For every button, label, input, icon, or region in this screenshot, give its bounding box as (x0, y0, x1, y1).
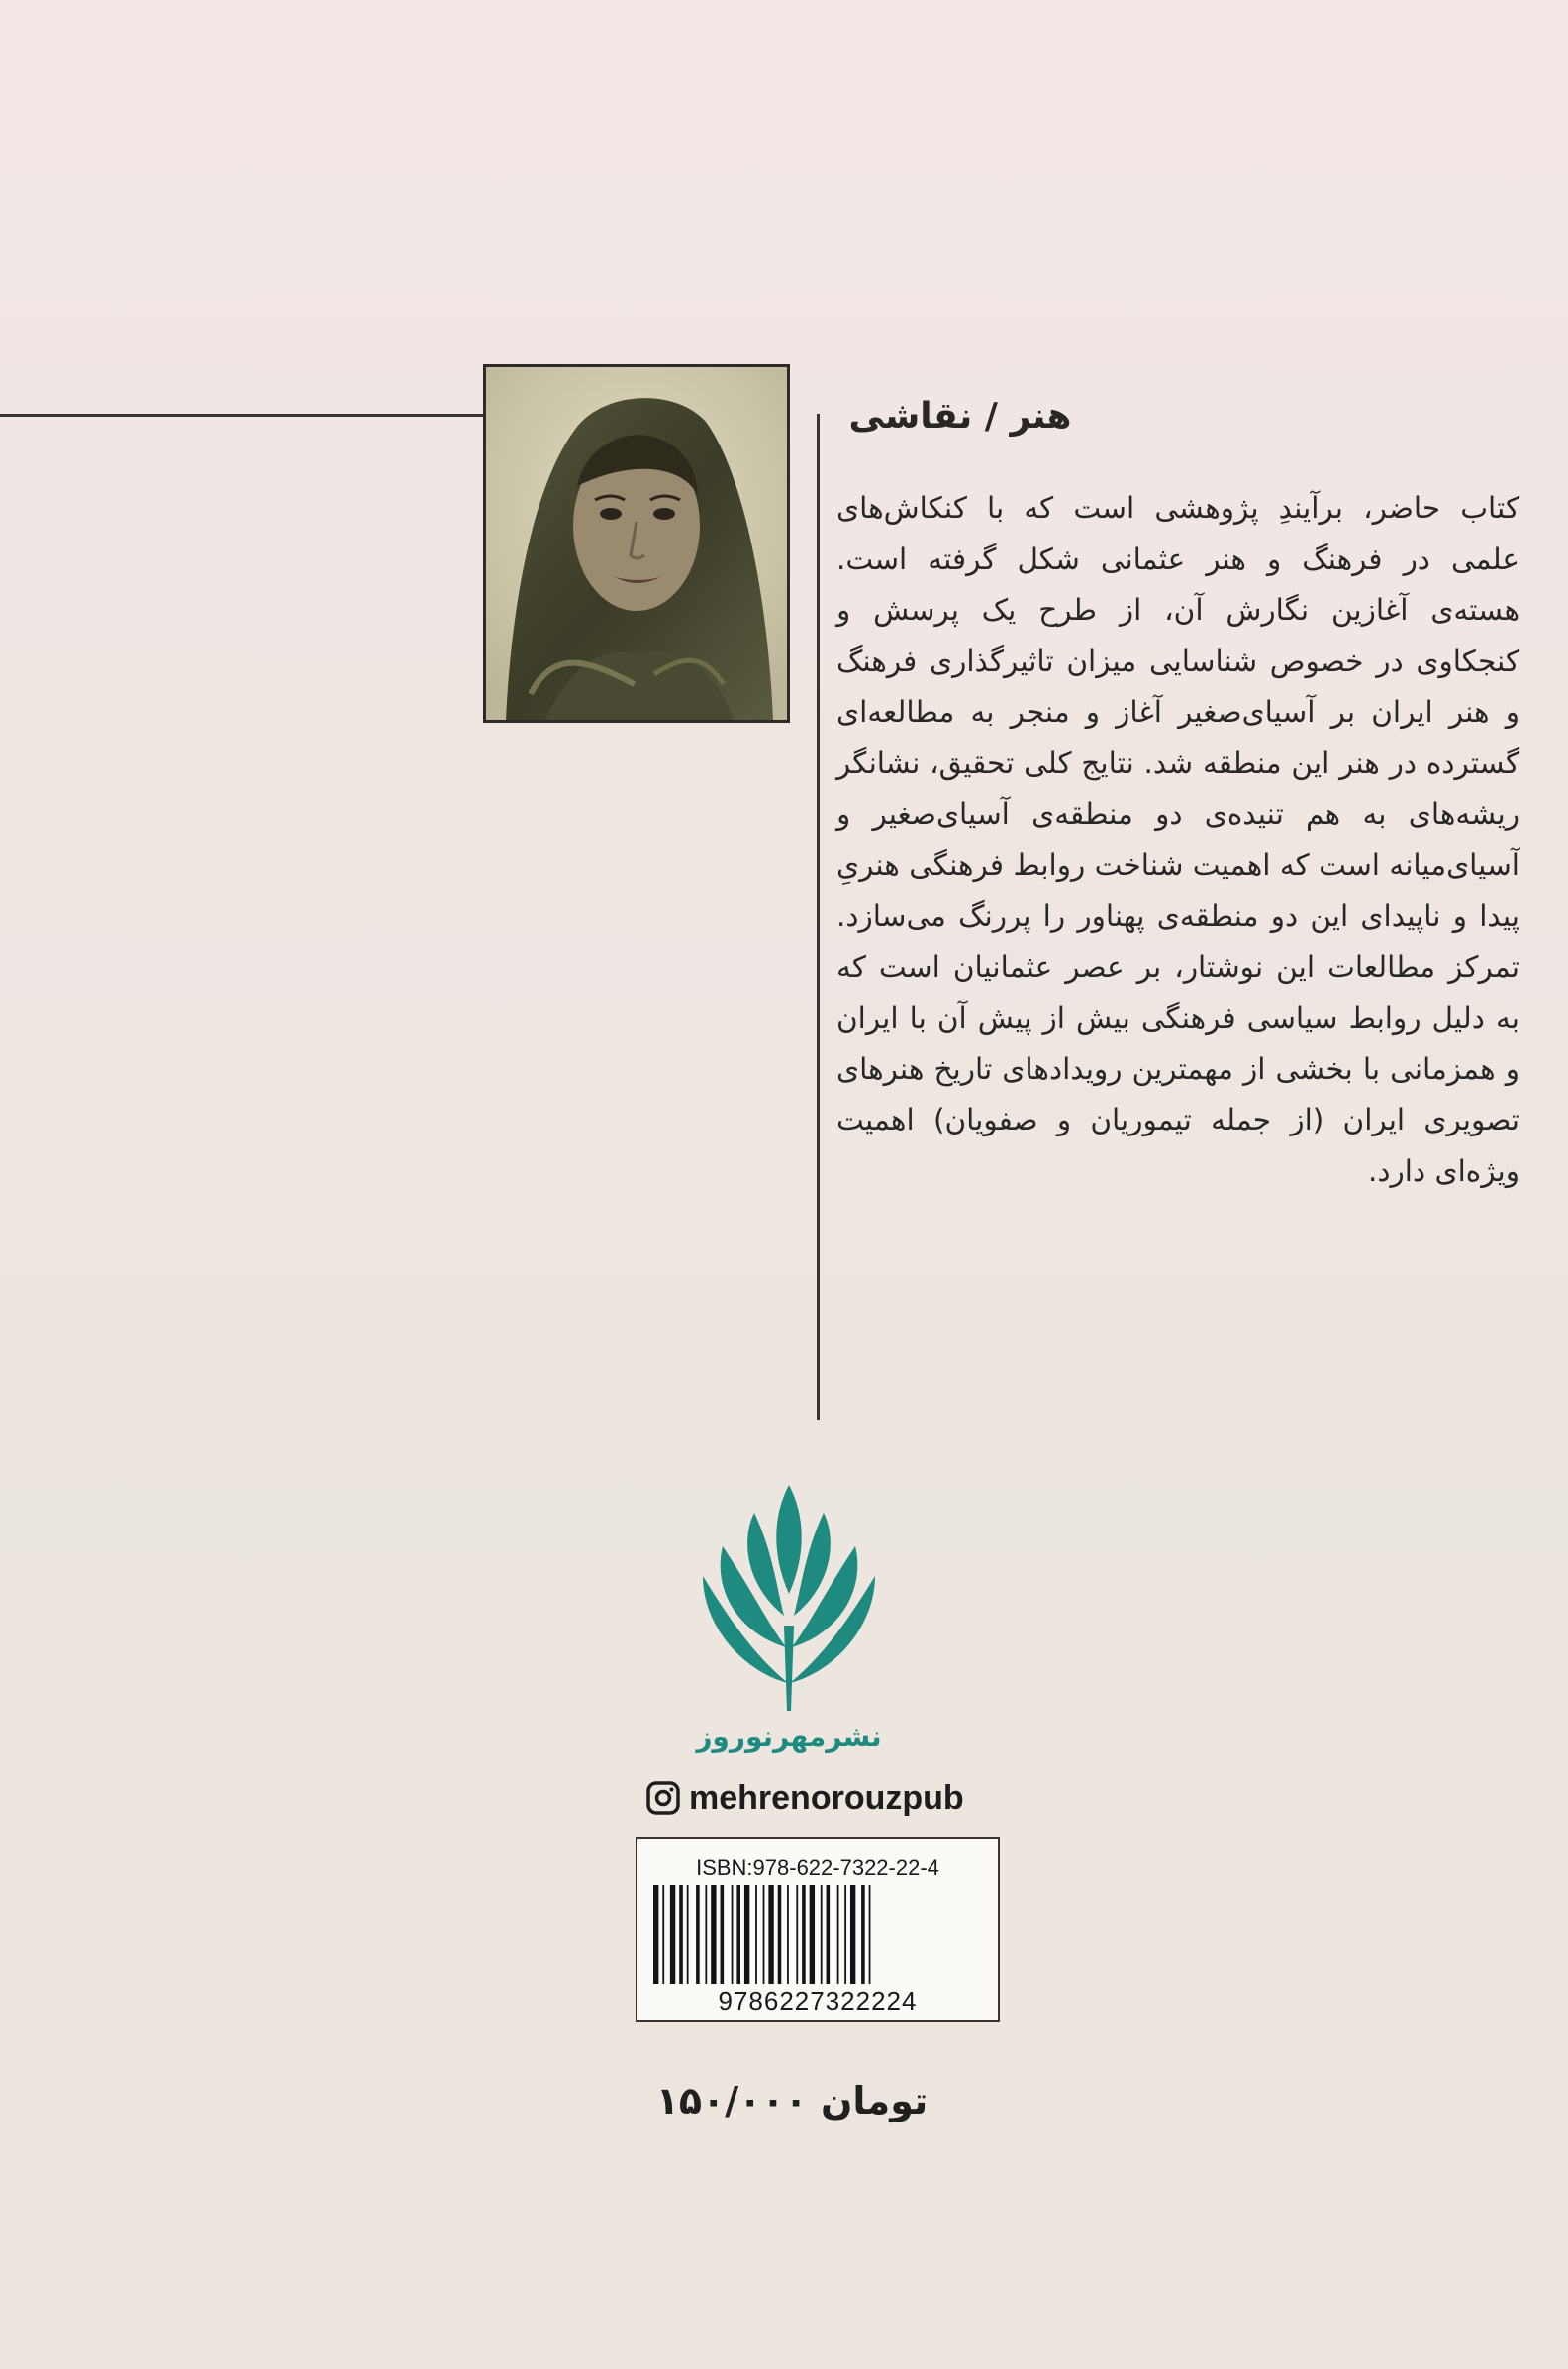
barcode-number: 9786227322224 (718, 1986, 918, 2016)
instagram-icon (645, 1780, 681, 1816)
instagram-handle: mehrenorouzpub (689, 1778, 964, 1817)
horizontal-rule (0, 414, 485, 417)
barcode (651, 1885, 986, 1984)
vertical-rule (817, 414, 820, 1420)
isbn-barcode-box (636, 1837, 1000, 2022)
publisher-name: نشرمهرنوروز (696, 1721, 882, 1753)
isbn-label: ISBN:978-622-7322-22-4 (696, 1855, 939, 1880)
book-description: کتاب حاضر، برآیندِ پژوهشی است که با کنکاش‌های علمی در فرهنگ و هنر عثمانی شکل گرفته است. هسته‌ی آغازین نگارش آن، از طرح یک پرسش و کنجکاوی در خصوص شناسایی میزان تاثیرگذاری فرهنگ و هنر ایران بر آسیای‌صغیر آغاز و منجر به مطالعه‌ای گسترده در هنر این منطقه شد. نتایج کلی تحقیق، نشانگر ریشه‌های به هم تنیده‌ی دو منطقه‌ی آسیای‌صغیر و آسیای‌میانه است که اهمیت شناخت روابط فرهنگی هنریِ پیدا و ناپیدای این دو منطقه‌ی پهناور را پررنگ می‌سازد. تمرکز مطالعات این نوشتار، بر عصر عثمانیان است که به دلیل روابط سیاسی فرهنگی بیش از پیش آن با ایران و همزمانی با بخشی از مهمترین رویدادهای تاریخ هنرهای تصویری ایران (از جمله تیموریان و صفویان) اهمیت ویژه‌ای دارد. (836, 491, 1519, 1188)
price: ۱۵۰/۰۰۰ تومان (655, 2079, 929, 2122)
instagram-row (645, 1776, 964, 1820)
author-photo (483, 364, 790, 723)
category-label: هنر / نقاشی (848, 396, 1072, 437)
tulip-logo-icon (695, 1477, 883, 1715)
